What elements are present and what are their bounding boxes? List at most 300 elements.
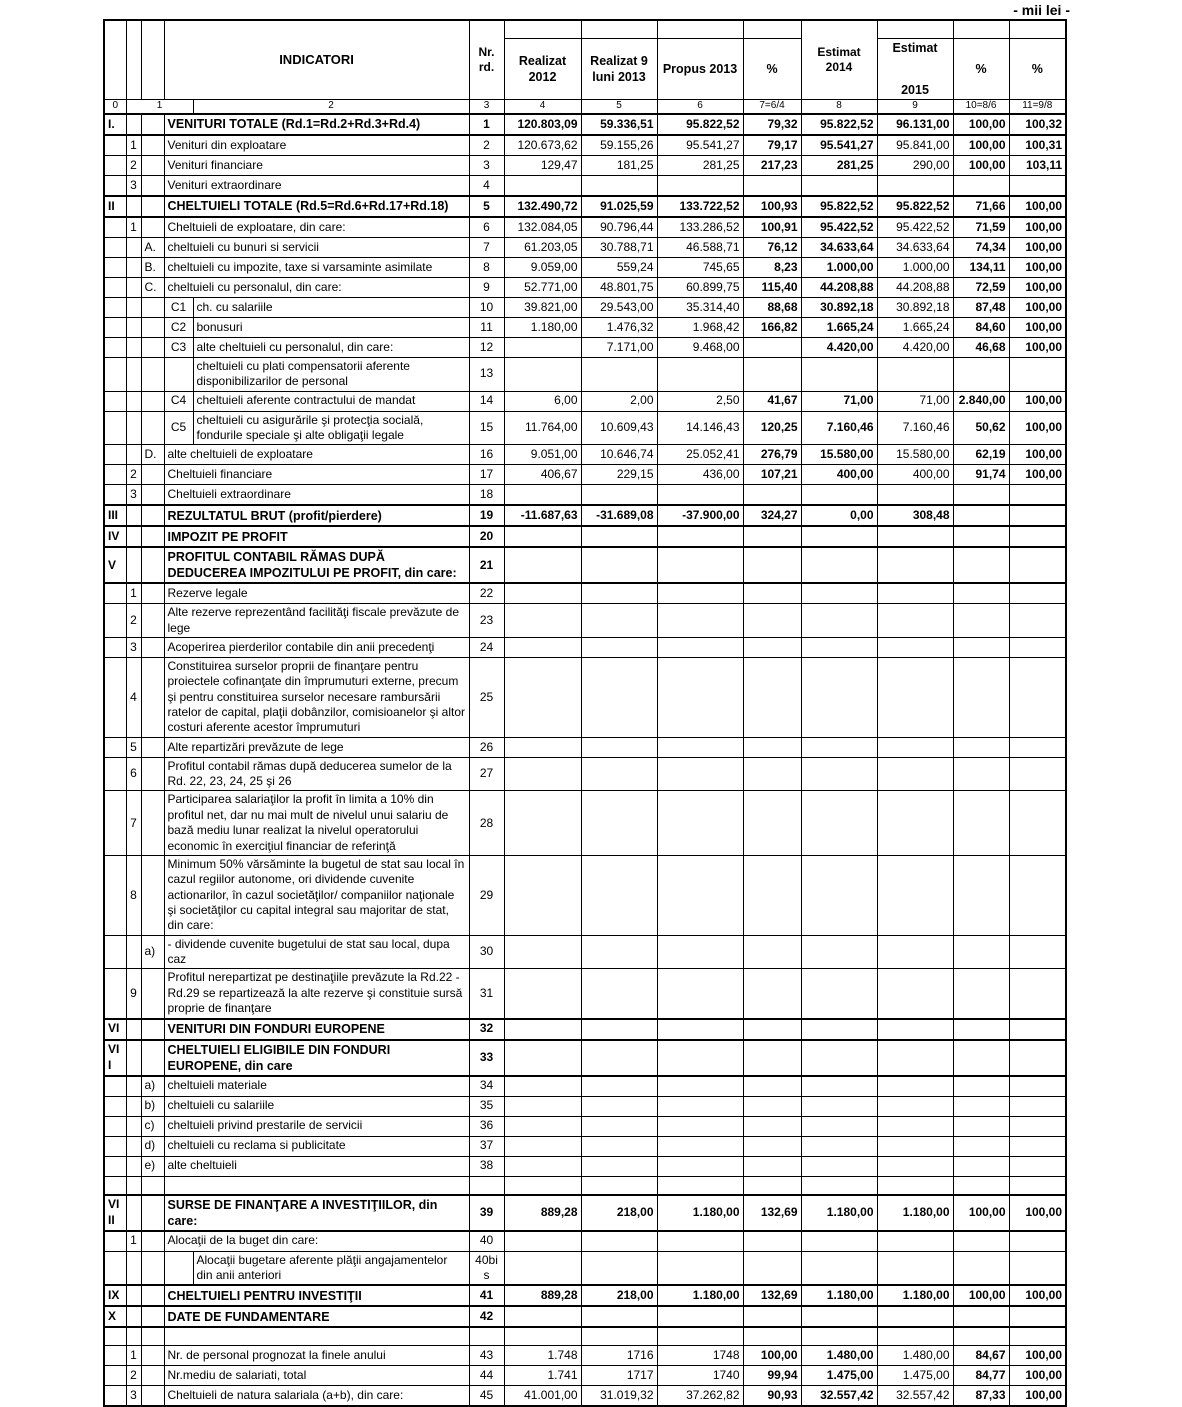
cell-indicator: cheltuieli cu reclama si publicitate <box>164 1136 469 1156</box>
cell-number <box>126 1327 141 1346</box>
cell-letter: A. <box>141 237 164 257</box>
table-row <box>104 257 1066 277</box>
cell-value <box>581 791 657 855</box>
table-row <box>104 547 1066 583</box>
cell-value <box>1009 357 1066 391</box>
cell-nr-rd: 14 <box>469 391 504 411</box>
colnum-6: 6 <box>657 100 743 114</box>
cell-letter <box>141 1327 164 1346</box>
cell-value <box>1009 1306 1066 1327</box>
cell-value: 60.899,75 <box>657 277 743 297</box>
cell-nr-rd: 20 <box>469 526 504 547</box>
header-strip-pct7 <box>743 20 801 39</box>
table-row <box>104 935 1066 969</box>
col-header-realizat-9-luni-2013: Realizat 9 luni 2013 <box>581 39 657 100</box>
cell-indicator: Acoperirea pierderilor contabile din anii precedenţi <box>164 637 469 657</box>
header-cell-c2 <box>141 20 164 100</box>
cell-value <box>743 1156 801 1176</box>
cell-letter <box>141 604 164 638</box>
cell-subcode: C1 <box>164 297 193 317</box>
cell-value: -11.687,63 <box>504 505 581 526</box>
cell-value: 100,00 <box>1009 257 1066 277</box>
cell-value <box>743 1076 801 1097</box>
cell-nr-rd: 43 <box>469 1346 504 1366</box>
cell-value <box>743 969 801 1019</box>
cell-value <box>504 175 581 196</box>
cell-number <box>126 277 141 297</box>
table-row <box>104 337 1066 357</box>
cell-letter <box>141 217 164 238</box>
cell-roman <box>104 297 126 317</box>
cell-roman <box>104 465 126 485</box>
cell-letter: D. <box>141 445 164 465</box>
colnum-5: 5 <box>581 100 657 114</box>
cell-roman <box>104 257 126 277</box>
cell-value: 217,23 <box>743 155 801 175</box>
cell-value <box>657 1231 743 1252</box>
cell-value <box>801 969 877 1019</box>
cell-value: 91,74 <box>953 465 1009 485</box>
cell-value: 59.336,51 <box>581 114 657 135</box>
cell-number <box>126 935 141 969</box>
cell-value <box>1009 1040 1066 1076</box>
cell-value: 74,34 <box>953 237 1009 257</box>
cell-letter <box>141 1195 164 1231</box>
colnum-2: 2 <box>193 100 469 114</box>
cell-value <box>953 657 1009 737</box>
cell-value: 99,94 <box>743 1366 801 1386</box>
col-header-pct10: % <box>953 39 1009 100</box>
cell-nr-rd: 42 <box>469 1306 504 1327</box>
colnum-0: 0 <box>104 100 126 114</box>
cell-letter <box>141 391 164 411</box>
cell-value <box>877 1076 953 1097</box>
cell-nr-rd: 28 <box>469 791 504 855</box>
header-cell-c0 <box>104 20 126 100</box>
cell-roman <box>104 237 126 257</box>
cell-value <box>877 1327 953 1346</box>
cell-value: 132,69 <box>743 1285 801 1306</box>
colnum-7: 7=6/4 <box>743 100 801 114</box>
cell-value <box>953 637 1009 657</box>
cell-nr-rd: 38 <box>469 1156 504 1176</box>
table-row <box>104 411 1066 445</box>
cell-number <box>126 445 141 465</box>
cell-value <box>657 791 743 855</box>
cell-indicator: ch. cu salariile <box>193 297 469 317</box>
header-strip-pct11 <box>1009 20 1066 39</box>
cell-value: 31.019,32 <box>581 1386 657 1407</box>
cell-roman <box>104 1176 126 1195</box>
cell-value: 1717 <box>581 1366 657 1386</box>
cell-value: -37.900,00 <box>657 505 743 526</box>
cell-value: 2,00 <box>581 391 657 411</box>
cell-value <box>1009 1116 1066 1136</box>
cell-indicator: Venituri din exploatare <box>164 135 469 156</box>
cell-value <box>743 855 801 935</box>
cell-value: 120,25 <box>743 411 801 445</box>
cell-value <box>657 1251 743 1285</box>
cell-letter: d) <box>141 1136 164 1156</box>
cell-roman <box>104 604 126 638</box>
table-row <box>104 1136 1066 1156</box>
cell-value: 91.025,59 <box>581 196 657 217</box>
cell-value: 1.475,00 <box>801 1366 877 1386</box>
cell-letter <box>141 637 164 657</box>
cell-value <box>801 855 877 935</box>
cell-nr-rd: 19 <box>469 505 504 526</box>
cell-number <box>126 1116 141 1136</box>
cell-indicator: Constituirea surselor proprii de finanţare pentru proiectele cofinanţate din împrumuturi externe, precum şi pentru constituirea surselor necesare rambursării ratelor de capital, plaţii dobânzilor, comisioanelor şi altor costuri aferente acestor împrumuturi <box>164 657 469 737</box>
cell-indicator: Cheltuieli financiare <box>164 465 469 485</box>
cell-value: 76,12 <box>743 237 801 257</box>
cell-nr-rd: 45 <box>469 1386 504 1407</box>
cell-value <box>801 583 877 604</box>
cell-nr-rd: 3 <box>469 155 504 175</box>
header-strip-estimat-2015 <box>877 20 953 39</box>
cell-roman <box>104 445 126 465</box>
cell-value <box>743 757 801 791</box>
cell-value <box>877 1251 953 1285</box>
cell-value <box>1009 1251 1066 1285</box>
cell-roman <box>104 1096 126 1116</box>
cell-value: 95.541,27 <box>801 135 877 156</box>
cell-letter: a) <box>141 935 164 969</box>
cell-value <box>504 1176 581 1195</box>
cell-value: 1.180,00 <box>877 1285 953 1306</box>
cell-indicator: IMPOZIT PE PROFIT <box>164 526 469 547</box>
cell-value <box>743 637 801 657</box>
cell-value <box>743 526 801 547</box>
table-row <box>104 757 1066 791</box>
cell-nr-rd: 30 <box>469 935 504 969</box>
table-row <box>104 1076 1066 1097</box>
cell-roman <box>104 1366 126 1386</box>
cell-value: 100,00 <box>743 1346 801 1366</box>
header-cell-c1 <box>126 20 141 100</box>
cell-value: 84,67 <box>953 1346 1009 1366</box>
cell-roman <box>104 1136 126 1156</box>
table-row <box>104 505 1066 526</box>
cell-roman: VIII <box>104 1195 126 1231</box>
cell-value: 84,60 <box>953 317 1009 337</box>
cell-value <box>877 657 953 737</box>
cell-value <box>1009 637 1066 657</box>
cell-value: 1.480,00 <box>877 1346 953 1366</box>
cell-value <box>1009 1076 1066 1097</box>
cell-roman <box>104 637 126 657</box>
cell-value: 84,77 <box>953 1366 1009 1386</box>
cell-value <box>801 485 877 506</box>
cell-number: 3 <box>126 175 141 196</box>
cell-value: 100,00 <box>1009 217 1066 238</box>
cell-value <box>743 935 801 969</box>
col-header-indicatori: INDICATORI <box>164 20 469 100</box>
cell-number: 1 <box>126 217 141 238</box>
cell-value <box>1009 757 1066 791</box>
cell-value <box>657 357 743 391</box>
cell-value <box>801 357 877 391</box>
cell-indicator: cheltuieli materiale <box>164 1076 469 1097</box>
cell-letter <box>141 583 164 604</box>
table-row <box>104 155 1066 175</box>
cell-value: 324,27 <box>743 505 801 526</box>
colnum-9: 9 <box>877 100 953 114</box>
cell-value: 37.262,82 <box>657 1386 743 1407</box>
cell-nr-rd: 7 <box>469 237 504 257</box>
cell-value <box>581 1306 657 1327</box>
cell-indicator <box>164 1327 469 1346</box>
cell-nr-rd: 25 <box>469 657 504 737</box>
cell-value <box>953 357 1009 391</box>
cell-value <box>877 583 953 604</box>
cell-value <box>743 737 801 757</box>
cell-value <box>581 969 657 1019</box>
cell-number <box>126 1285 141 1306</box>
cell-subcode: C3 <box>164 337 193 357</box>
cell-value <box>877 175 953 196</box>
cell-value <box>953 1136 1009 1156</box>
cell-value <box>581 583 657 604</box>
cell-value: 50,62 <box>953 411 1009 445</box>
cell-value: 133.722,52 <box>657 196 743 217</box>
cell-value: 229,15 <box>581 465 657 485</box>
cell-value <box>1009 737 1066 757</box>
cell-value: 15.580,00 <box>801 445 877 465</box>
cell-value: 132.084,05 <box>504 217 581 238</box>
table-row <box>104 657 1066 737</box>
cell-value <box>953 604 1009 638</box>
cell-roman <box>104 1156 126 1176</box>
cell-number <box>126 1040 141 1076</box>
cell-value: 46.588,71 <box>657 237 743 257</box>
cell-nr-rd: 5 <box>469 196 504 217</box>
cell-value <box>953 1116 1009 1136</box>
table-row <box>104 1251 1066 1285</box>
cell-letter <box>141 791 164 855</box>
cell-value <box>657 485 743 506</box>
cell-number: 1 <box>126 1231 141 1252</box>
cell-nr-rd: 44 <box>469 1366 504 1386</box>
cell-value: 281,25 <box>657 155 743 175</box>
cell-nr-rd: 13 <box>469 357 504 391</box>
cell-roman <box>104 357 126 391</box>
cell-value: 1.480,00 <box>801 1346 877 1366</box>
cell-value <box>953 1156 1009 1176</box>
cell-value <box>504 1306 581 1327</box>
cell-indicator: Alte rezerve reprezentând facilităţi fiscale prevăzute de lege <box>164 604 469 638</box>
cell-value: 9.051,00 <box>504 445 581 465</box>
cell-value: 25.052,41 <box>657 445 743 465</box>
cell-indicator: Nr. de personal prognozat la finele anului <box>164 1346 469 1366</box>
table-row <box>104 175 1066 196</box>
cell-roman <box>104 317 126 337</box>
cell-value: 100,00 <box>1009 1346 1066 1366</box>
colnum-8: 8 <box>801 100 877 114</box>
spacer-row <box>104 1176 1066 1195</box>
cell-number <box>126 1156 141 1176</box>
cell-value: 1.968,42 <box>657 317 743 337</box>
cell-value: 32.557,42 <box>801 1386 877 1407</box>
table-row <box>104 135 1066 156</box>
cell-value <box>657 604 743 638</box>
cell-value: 7.160,46 <box>801 411 877 445</box>
cell-value: 90.796,44 <box>581 217 657 238</box>
cell-roman: I. <box>104 114 126 135</box>
cell-value: 9.059,00 <box>504 257 581 277</box>
cell-roman <box>104 411 126 445</box>
cell-number <box>126 237 141 257</box>
cell-subcode <box>164 357 193 391</box>
cell-nr-rd: 26 <box>469 737 504 757</box>
colnum-10: 10=8/6 <box>953 100 1009 114</box>
table-row <box>104 791 1066 855</box>
cell-nr-rd: 41 <box>469 1285 504 1306</box>
cell-value <box>657 1156 743 1176</box>
cell-number: 4 <box>126 657 141 737</box>
cell-value: 100,00 <box>1009 465 1066 485</box>
cell-roman: IV <box>104 526 126 547</box>
cell-value <box>877 1096 953 1116</box>
cell-number: 2 <box>126 604 141 638</box>
cell-value <box>743 337 801 357</box>
cell-value <box>953 1096 1009 1116</box>
cell-value <box>581 526 657 547</box>
cell-nr-rd: 10 <box>469 297 504 317</box>
cell-value: 95.822,52 <box>877 196 953 217</box>
cell-indicator: Rezerve legale <box>164 583 469 604</box>
cell-value: 889,28 <box>504 1195 581 1231</box>
cell-value: 2.840,00 <box>953 391 1009 411</box>
cell-value <box>953 791 1009 855</box>
table-row <box>104 855 1066 935</box>
col-header-nr-rd: Nr. rd. <box>469 20 504 100</box>
cell-value <box>1009 1156 1066 1176</box>
cell-value <box>504 791 581 855</box>
cell-value <box>504 357 581 391</box>
cell-roman: X <box>104 1306 126 1327</box>
cell-nr-rd: 34 <box>469 1076 504 1097</box>
cell-indicator: - dividende cuvenite bugetului de stat sau local, dupa caz <box>164 935 469 969</box>
cell-value <box>801 1076 877 1097</box>
cell-value: 87,33 <box>953 1386 1009 1407</box>
cell-nr-rd: 18 <box>469 485 504 506</box>
cell-value: 95.422,52 <box>801 217 877 238</box>
cell-number: 3 <box>126 637 141 657</box>
cell-value <box>801 1096 877 1116</box>
table-row <box>104 526 1066 547</box>
cell-value: 95.422,52 <box>877 217 953 238</box>
cell-value: 103,11 <box>1009 155 1066 175</box>
cell-value <box>877 637 953 657</box>
cell-value <box>581 1116 657 1136</box>
cell-value: 29.543,00 <box>581 297 657 317</box>
cell-value <box>801 637 877 657</box>
cell-value <box>581 547 657 583</box>
cell-value <box>504 1156 581 1176</box>
col-header-estimat-2015 <box>877 39 953 100</box>
cell-roman: II <box>104 196 126 217</box>
table-row <box>104 1386 1066 1407</box>
budget-table <box>103 19 1067 1407</box>
cell-value <box>581 175 657 196</box>
cell-value <box>504 526 581 547</box>
table-row <box>104 465 1066 485</box>
cell-value: 133.286,52 <box>657 217 743 238</box>
cell-letter <box>141 757 164 791</box>
cell-nr-rd: 2 <box>469 135 504 156</box>
table-row <box>104 637 1066 657</box>
cell-value: 90,93 <box>743 1386 801 1407</box>
cell-value <box>743 357 801 391</box>
cell-value: 4.420,00 <box>877 337 953 357</box>
cell-subcode <box>164 1251 193 1285</box>
cell-value <box>743 1116 801 1136</box>
cell-value: 107,21 <box>743 465 801 485</box>
cell-value <box>801 1251 877 1285</box>
cell-value: 59.155,26 <box>581 135 657 156</box>
cell-value: 44.208,88 <box>877 277 953 297</box>
cell-value: 35.314,40 <box>657 297 743 317</box>
cell-letter <box>141 175 164 196</box>
table-row <box>104 277 1066 297</box>
cell-value <box>1009 1096 1066 1116</box>
table-row <box>104 317 1066 337</box>
cell-nr-rd: 22 <box>469 583 504 604</box>
cell-value: 95.822,52 <box>657 114 743 135</box>
cell-value <box>877 935 953 969</box>
cell-value: 100,00 <box>1009 445 1066 465</box>
cell-value <box>877 1231 953 1252</box>
cell-value: 290,00 <box>877 155 953 175</box>
cell-value: 120.673,62 <box>504 135 581 156</box>
cell-value <box>657 737 743 757</box>
cell-indicator: CHELTUIELI TOTALE (Rd.5=Rd.6+Rd.17+Rd.18) <box>164 196 469 217</box>
cell-indicator: Alocaţii bugetare aferente plăţii angajamentelor din anii anteriori <box>193 1251 469 1285</box>
cell-value <box>1009 604 1066 638</box>
cell-value: 100,00 <box>1009 277 1066 297</box>
cell-value <box>743 485 801 506</box>
table-row <box>104 445 1066 465</box>
cell-value <box>801 657 877 737</box>
cell-value <box>877 485 953 506</box>
cell-letter <box>141 135 164 156</box>
cell-roman <box>104 1251 126 1285</box>
cell-roman <box>104 969 126 1019</box>
cell-nr-rd: 33 <box>469 1040 504 1076</box>
cell-value <box>953 1251 1009 1285</box>
cell-value: 88,68 <box>743 297 801 317</box>
cell-roman <box>104 391 126 411</box>
cell-value: 100,00 <box>1009 1285 1066 1306</box>
cell-value <box>504 1076 581 1097</box>
cell-subcode: C4 <box>164 391 193 411</box>
cell-value <box>953 505 1009 526</box>
cell-value <box>581 1251 657 1285</box>
cell-value <box>801 1116 877 1136</box>
cell-letter <box>141 196 164 217</box>
cell-nr-rd: 40 <box>469 1231 504 1252</box>
cell-number <box>126 526 141 547</box>
cell-number: 9 <box>126 969 141 1019</box>
table-row <box>104 1096 1066 1116</box>
cell-indicator: cheltuieli aferente contractului de mandat <box>193 391 469 411</box>
cell-value <box>743 604 801 638</box>
cell-value <box>581 1176 657 1195</box>
cell-value <box>743 791 801 855</box>
cell-indicator: Cheltuieli extraordinare <box>164 485 469 506</box>
cell-value: 30.892,18 <box>801 297 877 317</box>
